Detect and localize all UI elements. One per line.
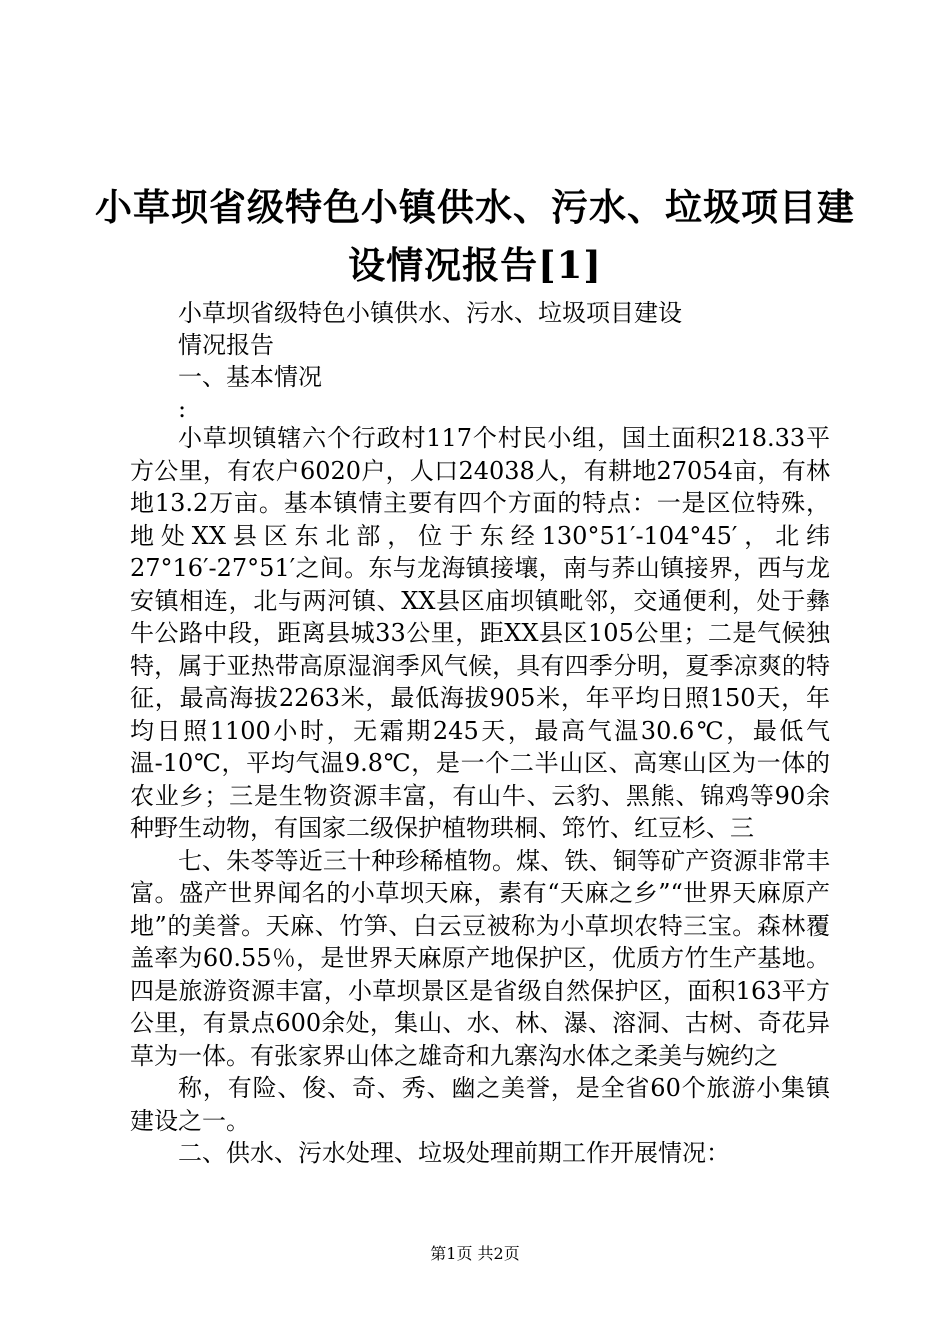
paragraph-1: 小草坝镇辖六个行政村117个村民小组，国土面积218.33平方公里，有农户6020户，人口24038人，有耕地27054亩，有林地13.2万亩。基本镇情主要有四个方面的特点：一是区位特殊，地处XX县区东北部，位于东经130°51′-104°45′，北纬27°16′-27°51′之间。东与龙海镇接壤，南与荞山镇接界，西与龙安镇相连，北与两河镇、XX县区庙坝镇毗邻，交通便利，处于彝牛公路中段，距离县城33公里，距XX县区105公里；二是气候独特，属于亚热带高原湿润季风气候，具有四季分明，夏季凉爽的特征，最高海拔2263米，最低海拔905米，年平均日照150天，年均日照1100小时，无霜期245天，最高气温30.6℃，最低气温-10℃，平均气温9.8℃，是一个二半山区、高寒山区为一体的农业乡；三是生物资源丰富，有山牛、云豹、黑熊、锦鸡等90余种野生动物，有国家二级保护植物珙桐、筇竹、红豆杉、三 [130, 424, 830, 842]
heading-colon: : [178, 395, 187, 423]
subtitle-line-2: 情况报告 [178, 331, 274, 359]
section-heading-2: 二、供水、污水处理、垃圾处理前期工作开展情况： [178, 1139, 730, 1167]
page-indicator: 第1页 共2页 [430, 1244, 520, 1263]
section-heading-basic: 一、基本情况 [178, 363, 322, 391]
subtitle-line-1: 小草坝省级特色小镇供水、污水、垃圾项目建设 [178, 299, 682, 327]
title-line-1: 小草坝省级特色小镇供水、污水、垃圾项目建 [95, 185, 855, 229]
paragraph-3: 称，有险、俊、奇、秀、幽之美誉，是全省60个旅游小集镇建设之一。 [130, 1074, 830, 1135]
paragraph-2: 七、朱苓等近三十种珍稀植物。煤、铁、铜等矿产资源非常丰富。盛产世界闻名的小草坝天麻，素有“天麻之乡”“世界天麻原产地”的美誉。天麻、竹笋、白云豆被称为小草坝农特三宝。森林覆盖率为60.55％，是世界天麻原产地保护区，优质方竹生产基地。四是旅游资源丰富，小草坝景区是省级自然保护区，面积163平方公里，有景点600余处，集山、水、林、瀑、溶洞、古树、奇花异草为一体。有张家界山体之雄奇和九寨沟水体之柔美与婉约之 [130, 846, 830, 1070]
title-line-2: 设情况报告[1] [348, 243, 602, 287]
document-body [130, 422, 830, 1170]
document-title [0, 178, 950, 294]
